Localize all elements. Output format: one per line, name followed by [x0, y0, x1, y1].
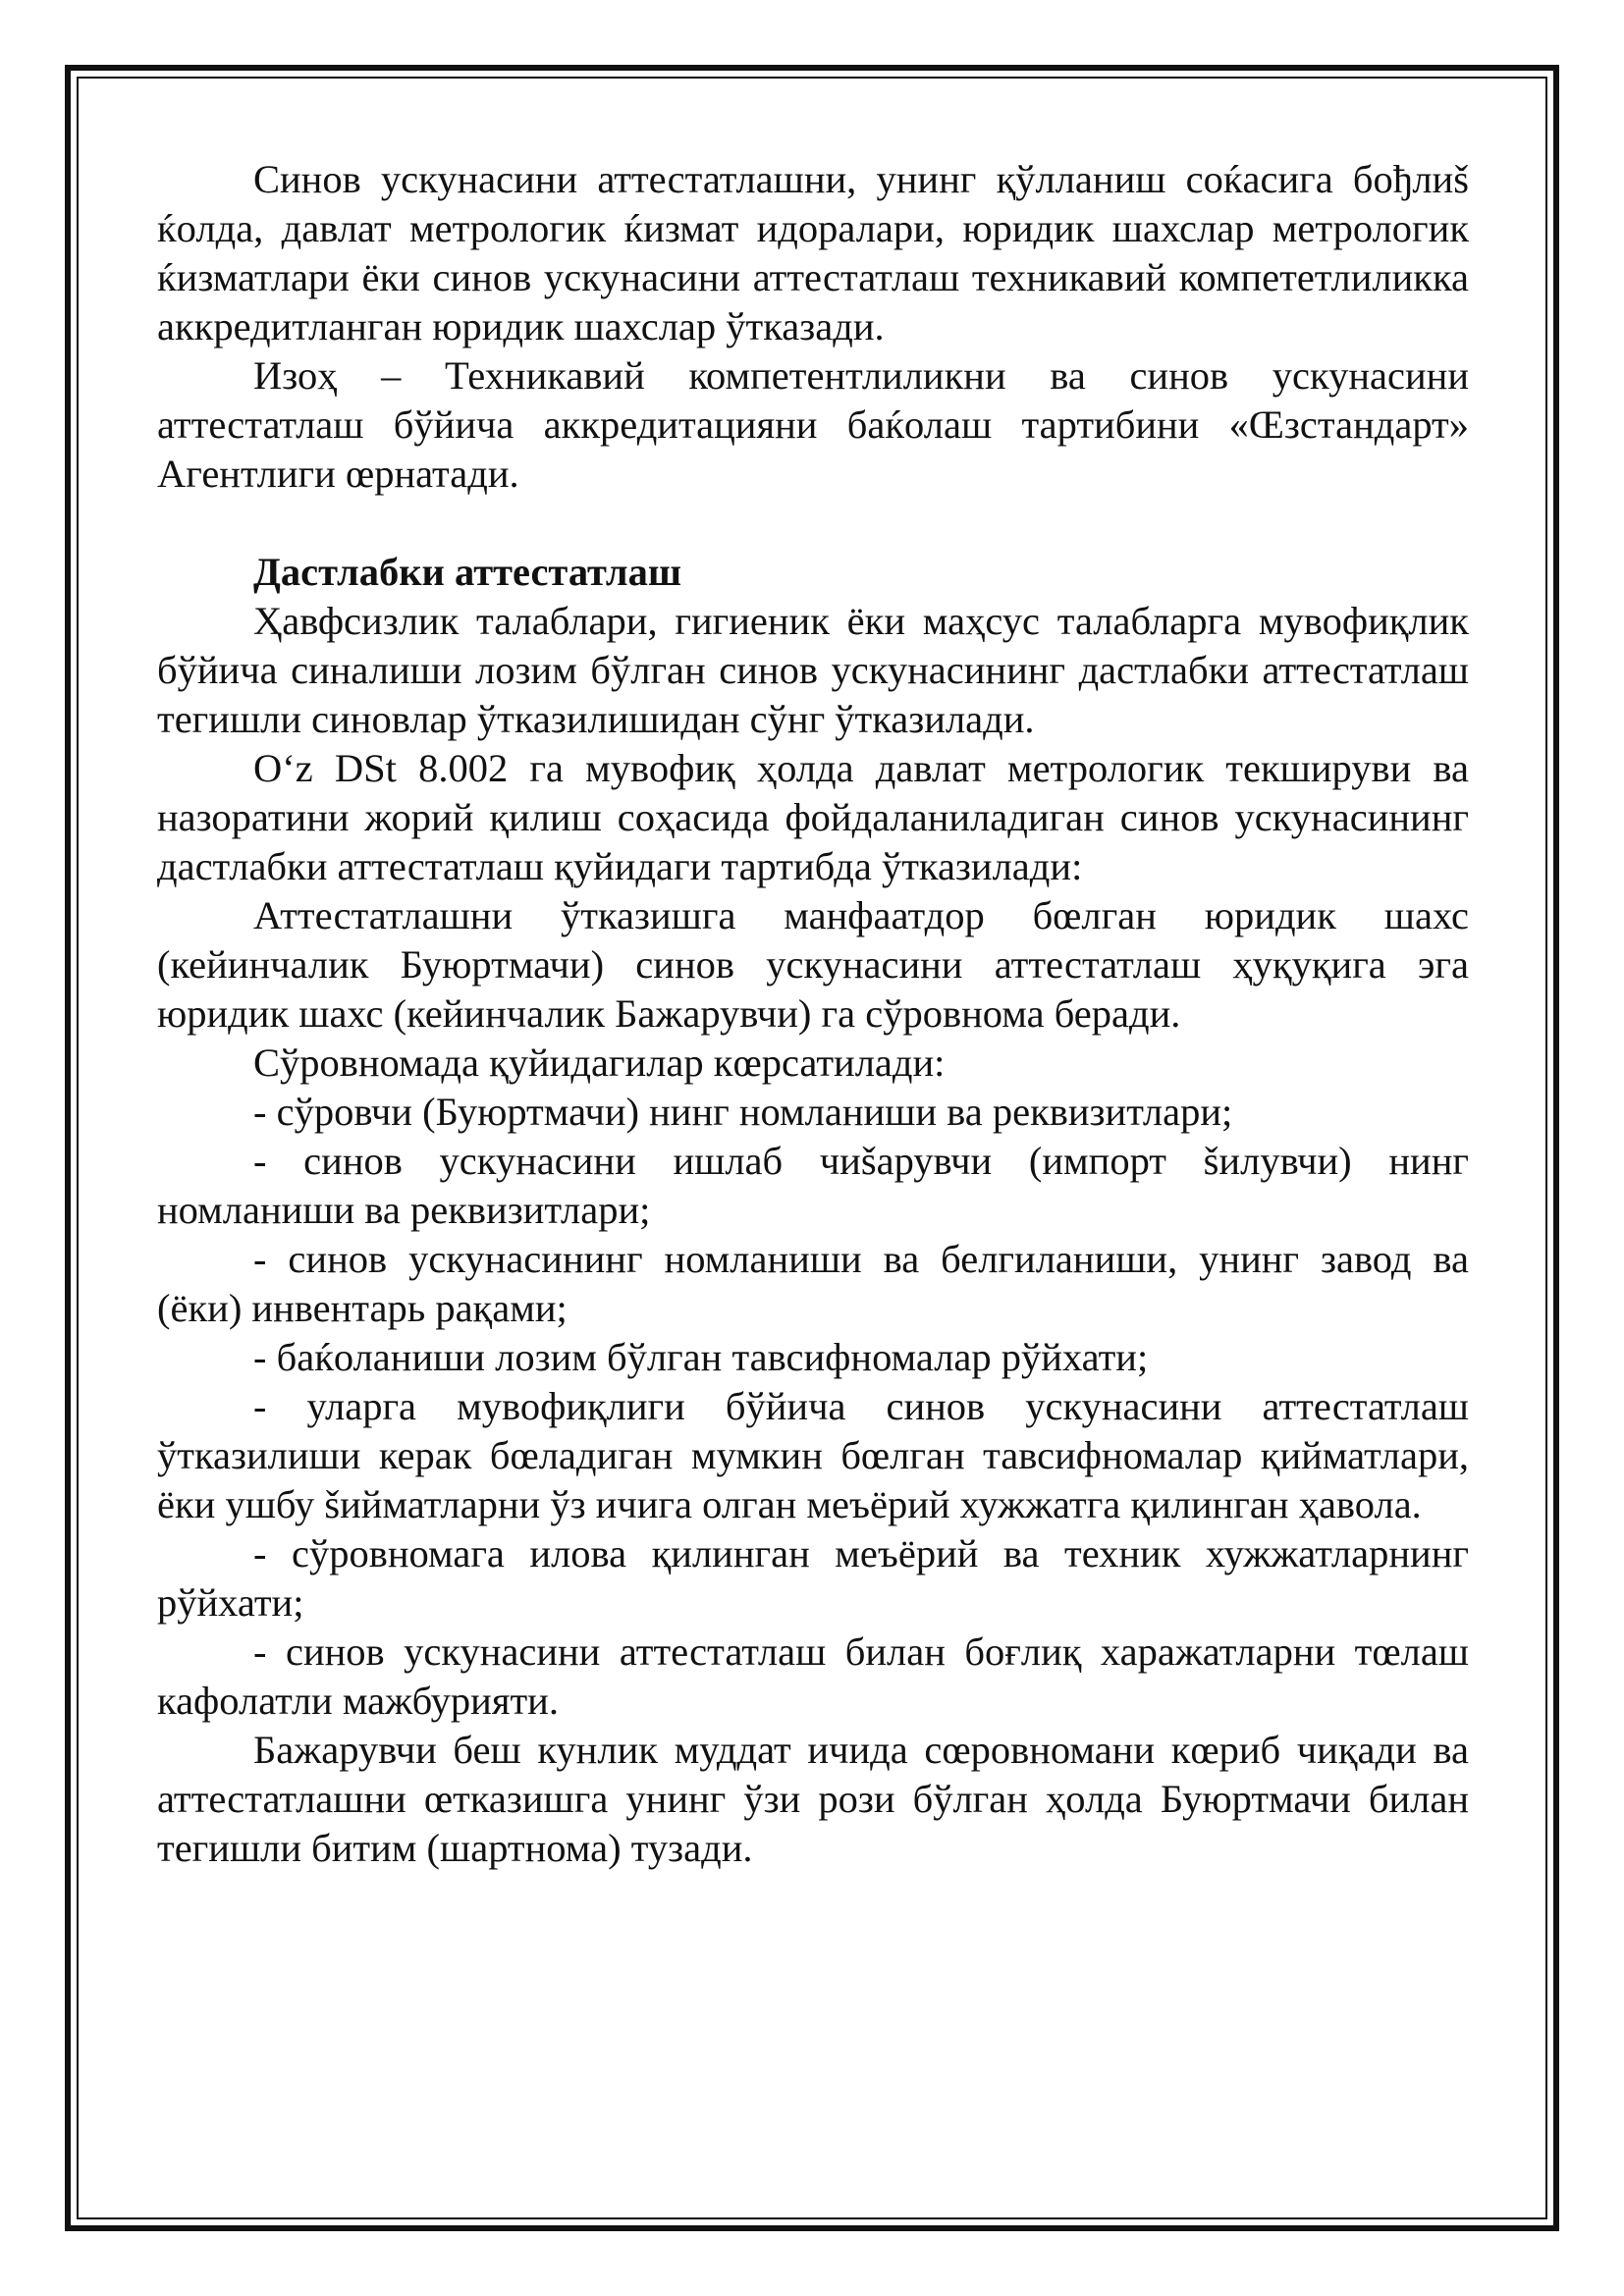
paragraph-standard-reference: O‘z DSt 8.002 га мувофиқ ҳолда давлат метрологик текшируви ва назоратини жорий қилиш соҳасида фойдаланиладиган синов ускунасининг дастлабки аттестатлаш қуйидаги тартибда ўтказилади:	[157, 746, 1469, 888]
paragraph-contractor-review: Бажарувчи беш кунлик муддат ичида сœровномани кœриб чиқади ва аттестатлашни œтказишга унинг ўзи рози бўлган ҳолда Буюртмачи билан тегишли битим (шартнома) тузади.	[157, 1728, 1469, 1870]
list-item-values: - уларга мувофиқлиги бўйича синов ускунасини аттестатлаш ўтказилиши керак бœладиган мумкин бœлган тавсифномалар қийматлари, ёки ушбу šийматларни ўз ичига олган меъёрий хужжатга қилинган ҳавола.	[157, 1384, 1469, 1526]
list-item-payment: - синов ускунасини аттестатлаш билан боғлиқ харажатларни тœлаш кафолатли мажбурияти.	[157, 1629, 1469, 1723]
list-item-equipment-name: - синов ускунасининг номланиши ва белгиланиши, унинг завод ва (ёки) инвентарь рақами;	[157, 1237, 1469, 1330]
paragraph-attestation-bodies: Синов ускунасини аттестатлашни, унинг қўлланиш соќасига бођлиš ќолда, давлат метрологик ќизмат идоралари, юридик шахслар метрологик ќизматлари ёки синов ускунасини аттестатлаш техникавий компететлиликка аккредитланган юридик шахслар ўтказади.	[157, 157, 1469, 348]
list-item-documents: - сўровномага илова қилинган меъёрий ва техник хужжатларнинг рўйхати;	[157, 1531, 1469, 1625]
list-item-requester: - сўровчи (Буюртмачи) нинг номланиши ва реквизитлари;	[253, 1090, 1233, 1134]
document-body	[157, 155, 1469, 1873]
paragraph-safety-requirements: Ҳавфсизлик талаблари, гигиеник ёки маҳсус талабларга мувофиқлик бўйича синалиши лозим бўлган синов ускунасининг дастлабки аттестатлаш тегишли синовлар ўтказилишидан сўнг ўтказилади.	[157, 599, 1469, 741]
list-item-manufacturer: - синов ускунасини ишлаб чиšарувчи (импорт šилувчи) нинг номланиши ва реквизитлари;	[157, 1139, 1469, 1232]
paragraph-note: Изоҳ – Техникавий компетентлиликни ва синов ускунасини аттестатлаш бўйича аккредитацияни баќолаш тартибини «Œзстандарт» Агентлиги œрнатади.	[157, 353, 1469, 496]
section-heading: Дастлабки аттестатлаш	[253, 550, 682, 594]
paragraph-request-contents: Сўровномада қуйидагилар кœрсатилади:	[253, 1041, 946, 1085]
paragraph-customer-request: Аттестатлашни ўтказишга манфаатдор бœлган юридик шахс (кейинчалик Буюртмачи) синов ускунасини аттестатлаш ҳуқуқига эга юридик шахс (кейинчалик Бажарувчи) га сўровнома беради.	[157, 893, 1469, 1036]
list-item-characteristics: - баќоланиши лозим бўлган тавсифномалар рўйхати;	[253, 1335, 1149, 1379]
